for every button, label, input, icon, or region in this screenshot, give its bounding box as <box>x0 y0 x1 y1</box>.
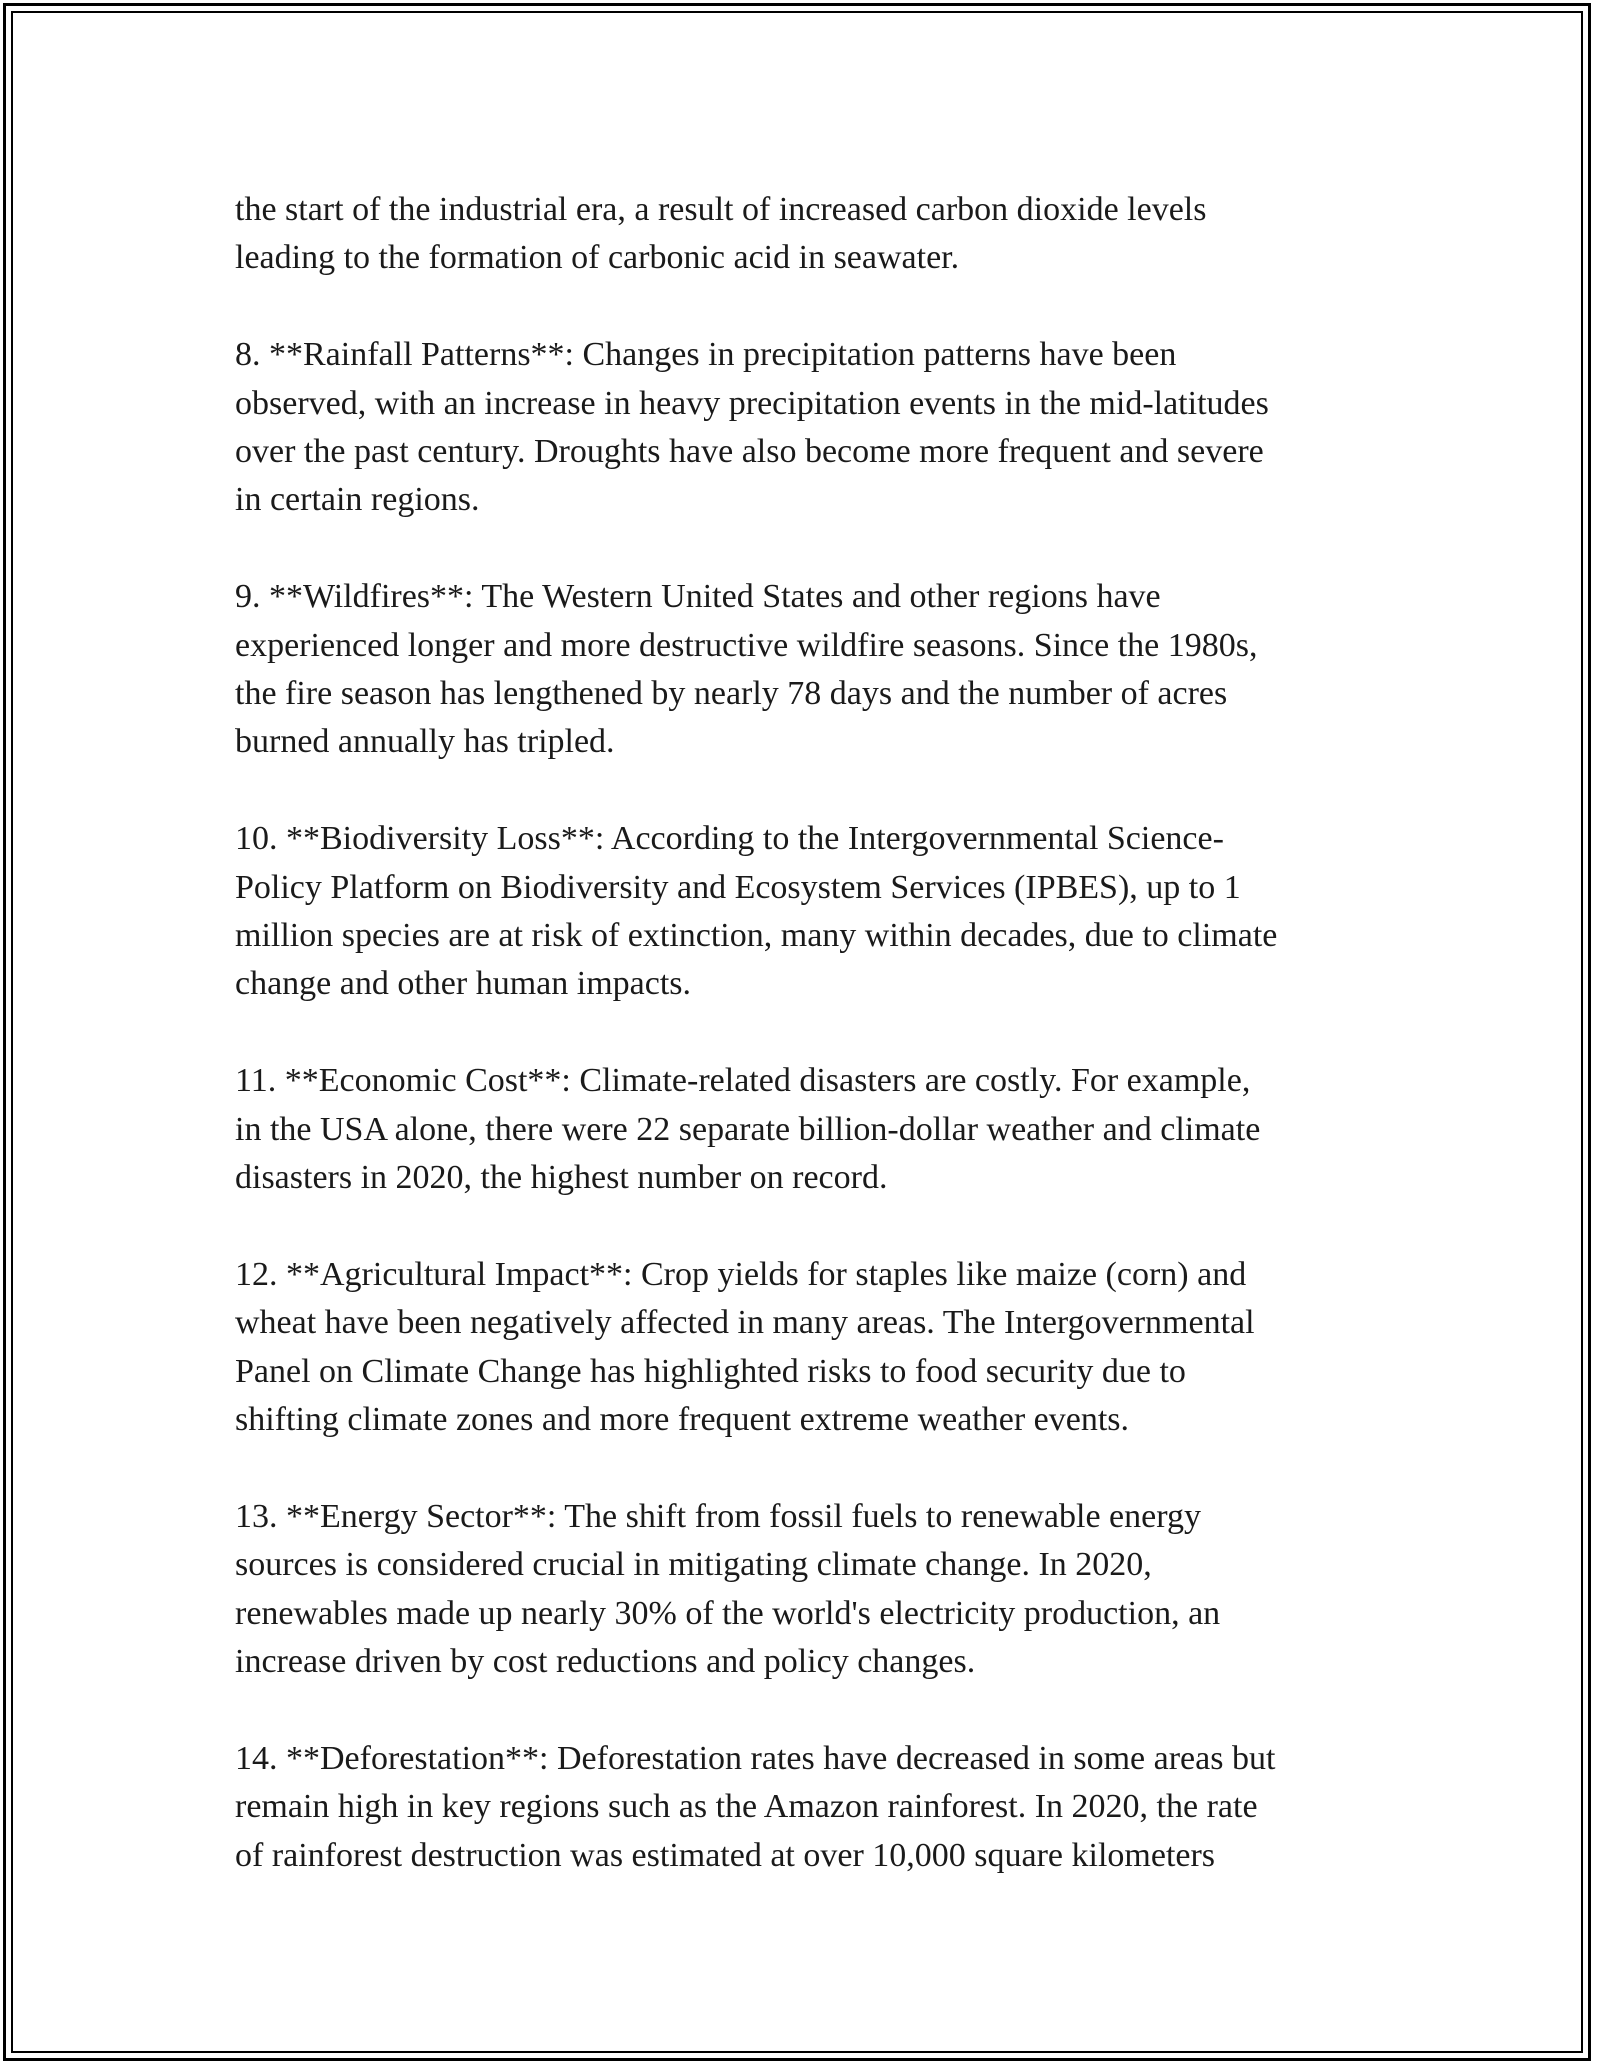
text-line: renewables made up nearly 30% of the world's electricity production, an <box>235 1594 1221 1632</box>
text-line: sources is considered crucial in mitigating climate change. In 2020, <box>235 1546 1152 1584</box>
text-line: Policy Platform on Biodiversity and Ecosystem Services (IPBES), up to 1 <box>235 868 1241 906</box>
paragraph-agricultural-impact <box>235 1251 1385 1445</box>
text-line: 9. **Wildfires**: The Western United States and other regions have <box>235 578 1161 616</box>
text-line: disasters in 2020, the highest number on record. <box>235 1159 888 1197</box>
paragraph-ocean-acidification-continued <box>235 186 1385 283</box>
text-line: the start of the industrial era, a result of increased carbon dioxide levels <box>235 191 1207 228</box>
text-line: of rainforest destruction was estimated at over 10,000 square kilometers <box>235 1836 1216 1874</box>
text-line: million species are at risk of extinction, many within decades, due to climate <box>235 917 1278 955</box>
text-line: remain high in key regions such as the Amazon rainforest. In 2020, the rate <box>235 1788 1258 1826</box>
text-line: in certain regions. <box>235 481 480 519</box>
paragraph-rainfall-patterns <box>235 331 1385 525</box>
text-line: burned annually has tripled. <box>235 723 615 761</box>
text-line: 14. **Deforestation**: Deforestation rates have decreased in some areas but <box>235 1739 1276 1777</box>
text-line: 11. **Economic Cost**: Climate-related disasters are costly. For example, <box>235 1062 1251 1100</box>
text-line: 8. **Rainfall Patterns**: Changes in precipitation patterns have been <box>235 336 1177 374</box>
text-line: 12. **Agricultural Impact**: Crop yields for staples like maize (corn) and <box>235 1255 1247 1293</box>
text-line: 10. **Biodiversity Loss**: According to the Intergovernmental Science- <box>235 820 1224 858</box>
text-line: Panel on Climate Change has highlighted risks to food security due to <box>235 1352 1186 1390</box>
paragraph-energy-sector <box>235 1493 1385 1687</box>
text-line: observed, with an increase in heavy precipitation events in the mid-latitudes <box>235 384 1269 422</box>
text-line: the fire season has lengthened by nearly 78 days and the number of acres <box>235 675 1228 713</box>
text-line: increase driven by cost reductions and policy changes. <box>235 1643 976 1681</box>
text-line: experienced longer and more destructive wildfire seasons. Since the 1980s, <box>235 626 1258 664</box>
paragraph-economic-cost <box>235 1057 1385 1202</box>
text-line: 13. **Energy Sector**: The shift from fossil fuels to renewable energy <box>235 1497 1201 1535</box>
paragraph-deforestation <box>235 1735 1385 1880</box>
document-body <box>235 186 1385 1929</box>
paragraph-wildfires <box>235 573 1385 767</box>
text-line: in the USA alone, there were 22 separate billion-dollar weather and climate <box>235 1110 1261 1148</box>
paragraph-biodiversity-loss <box>235 815 1385 1009</box>
text-line: wheat have been negatively affected in many areas. The Intergovernmental <box>235 1304 1255 1342</box>
text-line: leading to the formation of carbonic acid in seawater. <box>235 239 960 277</box>
text-line: over the past century. Droughts have also become more frequent and severe <box>235 433 1264 471</box>
text-line: change and other human impacts. <box>235 965 692 1003</box>
text-line: shifting climate zones and more frequent extreme weather events. <box>235 1401 1130 1439</box>
